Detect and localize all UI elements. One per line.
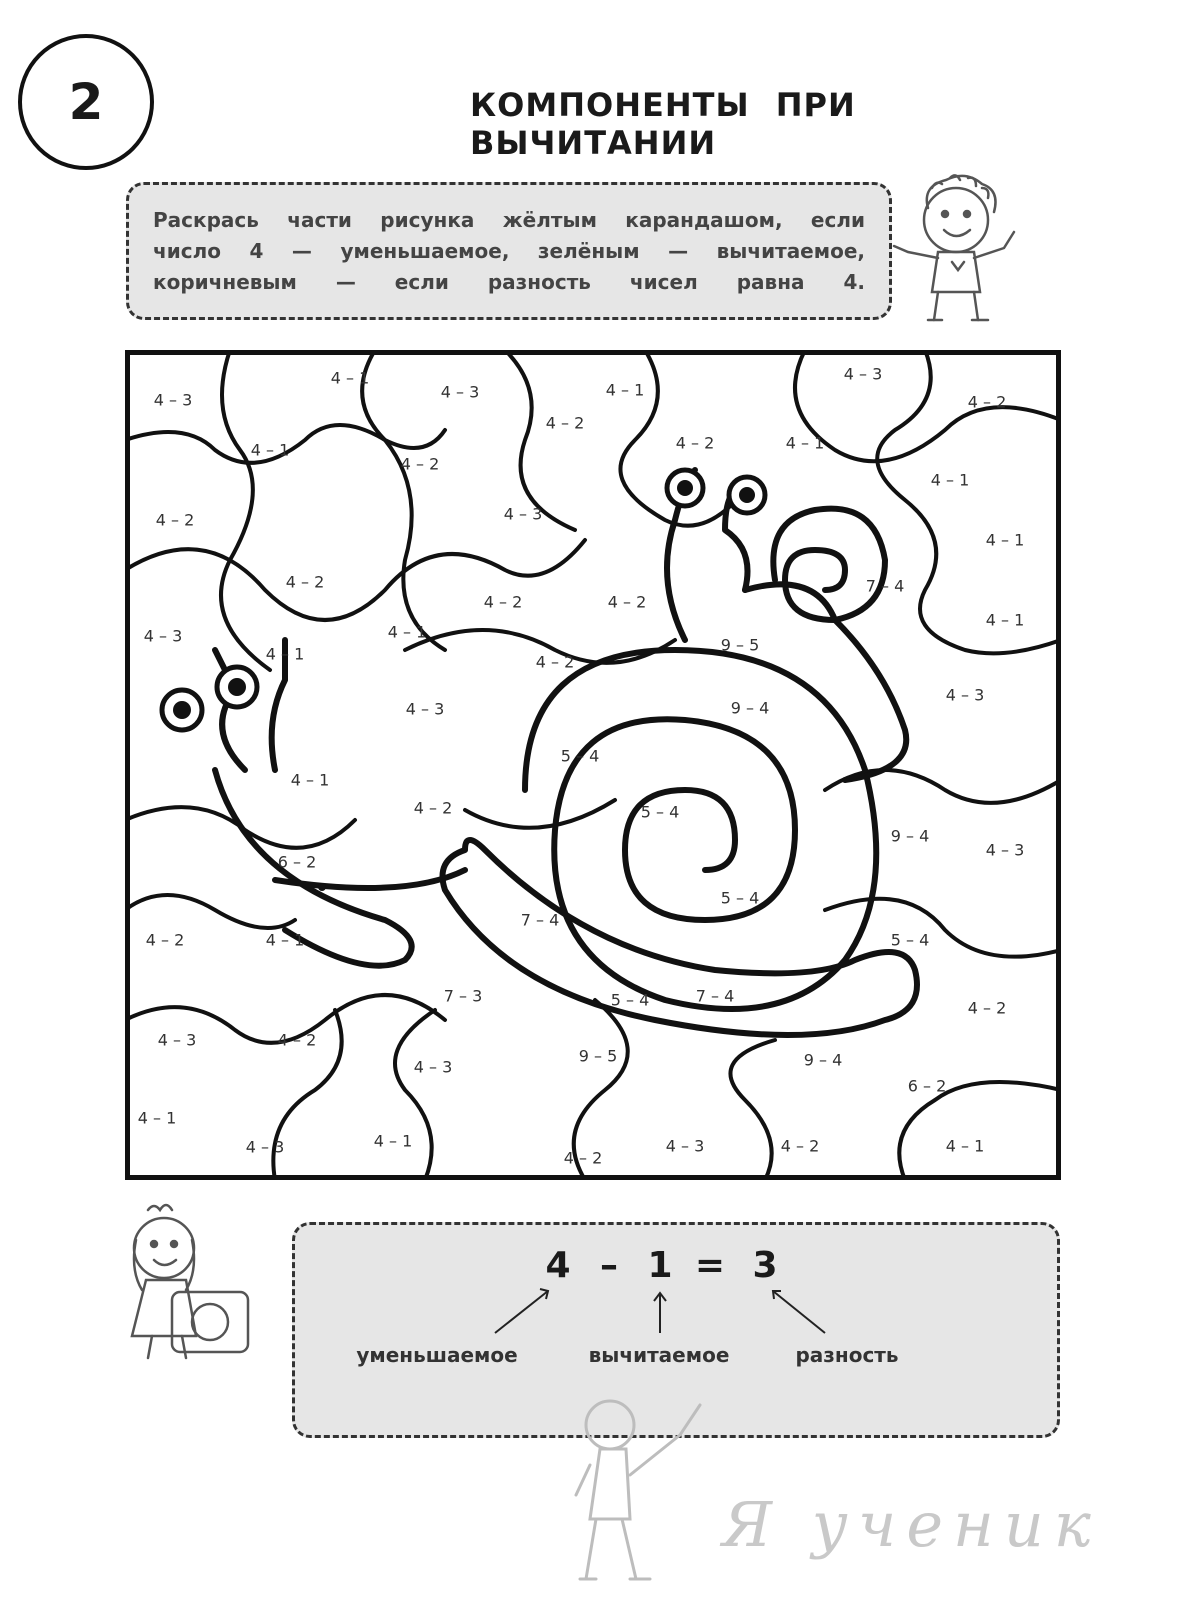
cell-expression: 4 – 3 [405, 699, 445, 719]
cell-expression: 7 – 4 [520, 910, 560, 930]
instruction-line: коричневым — если разность чисел равна 4. [153, 270, 865, 294]
cell-expression: 7 – 4 [695, 986, 735, 1006]
cell-expression: 5 – 4 [640, 802, 680, 822]
cell-expression: 4 – 1 [373, 1131, 413, 1151]
cell-expression: 4 – 1 [985, 610, 1025, 630]
cell-expression: 4 – 3 [945, 685, 985, 705]
cell-expression: 4 – 2 [145, 930, 185, 950]
cell-expression: 5 – 4 [610, 990, 650, 1010]
cell-expression: 7 – 4 [865, 576, 905, 596]
coloring-puzzle [125, 350, 1061, 1180]
equals-sign: = [694, 1245, 726, 1286]
cell-expression: 7 – 3 [443, 986, 483, 1006]
instruction-line: число 4 — уменьшаемое, зелёным — вычитаемое, [153, 239, 865, 263]
cell-expression: 9 – 5 [578, 1046, 618, 1066]
difference-value: 3 [752, 1245, 778, 1286]
cell-expression: 4 – 1 [265, 644, 305, 664]
cell-expression: 4 – 3 [413, 1057, 453, 1077]
cell-expression: 4 – 3 [843, 364, 883, 384]
cell-expression: 4 – 2 [400, 454, 440, 474]
cell-expression: 4 – 2 [483, 592, 523, 612]
cell-expression: 4 – 2 [675, 433, 715, 453]
cell-expression: 4 – 1 [605, 380, 645, 400]
cell-expression: 4 – 2 [535, 652, 575, 672]
minuend-value: 4 [545, 1245, 571, 1286]
cell-expression: 4 – 2 [967, 392, 1007, 412]
watermark-boy-illustration [570, 1385, 710, 1595]
minuend-label: уменьшаемое [356, 1343, 518, 1367]
subtrahend-label: вычитаемое [588, 1343, 730, 1367]
cell-expression: 4 – 3 [143, 626, 183, 646]
cell-expression: 4 – 2 [545, 413, 585, 433]
cell-expression: 4 – 1 [785, 433, 825, 453]
cell-expression: 5 – 4 [560, 746, 600, 766]
cell-expression: 4 – 1 [290, 770, 330, 790]
cell-expression: 6 – 2 [907, 1076, 947, 1096]
difference-label: разность [795, 1343, 899, 1367]
cell-expression: 4 – 1 [330, 368, 370, 388]
watermark-text: Я ученик [722, 1488, 1101, 1561]
cell-expression: 5 – 4 [890, 930, 930, 950]
cell-expression: 4 – 3 [157, 1030, 197, 1050]
cell-expression: 6 – 2 [277, 852, 317, 872]
cell-expression: 9 – 5 [720, 635, 760, 655]
instruction-box [126, 182, 892, 320]
page-number-circle [18, 34, 154, 170]
cell-expression: 5 – 4 [720, 888, 760, 908]
cell-expression: 4 – 2 [563, 1148, 603, 1168]
cell-expression: 4 – 2 [607, 592, 647, 612]
cell-expression: 4 – 1 [250, 440, 290, 460]
cell-expression: 9 – 4 [803, 1050, 843, 1070]
boy-illustration [888, 168, 1028, 338]
subtrahend-value: 1 [647, 1245, 673, 1286]
cell-expression: 4 – 3 [245, 1137, 285, 1157]
page-number: 2 [68, 73, 104, 131]
cell-expression: 4 – 1 [985, 530, 1025, 550]
cell-expression: 4 – 2 [277, 1030, 317, 1050]
page-title: КОМПОНЕНТЫ ПРИ ВЫЧИТАНИИ [470, 86, 856, 162]
cell-expression: 4 – 3 [985, 840, 1025, 860]
cell-expression: 4 – 1 [387, 622, 427, 642]
cell-expression: 4 – 3 [440, 382, 480, 402]
girl-illustration [112, 1200, 262, 1370]
minus-sign: – [600, 1245, 618, 1286]
cell-expression: 4 – 1 [137, 1108, 177, 1128]
cell-expression: 9 – 4 [730, 698, 770, 718]
cell-expression: 4 – 2 [780, 1136, 820, 1156]
cell-expression: 4 – 3 [153, 390, 193, 410]
cell-expression: 9 – 4 [890, 826, 930, 846]
cell-expression: 4 – 1 [945, 1136, 985, 1156]
cell-expression: 4 – 2 [155, 510, 195, 530]
cell-expression: 4 – 1 [265, 930, 305, 950]
cell-expression: 4 – 3 [665, 1136, 705, 1156]
cell-expression: 4 – 1 [930, 470, 970, 490]
cell-expression: 4 – 2 [285, 572, 325, 592]
instruction-line: Раскрась части рисунка жёлтым карандашом, если [153, 208, 865, 232]
cell-expression: 4 – 2 [413, 798, 453, 818]
cell-expression: 4 – 2 [967, 998, 1007, 1018]
cell-expression: 4 – 3 [503, 504, 543, 524]
